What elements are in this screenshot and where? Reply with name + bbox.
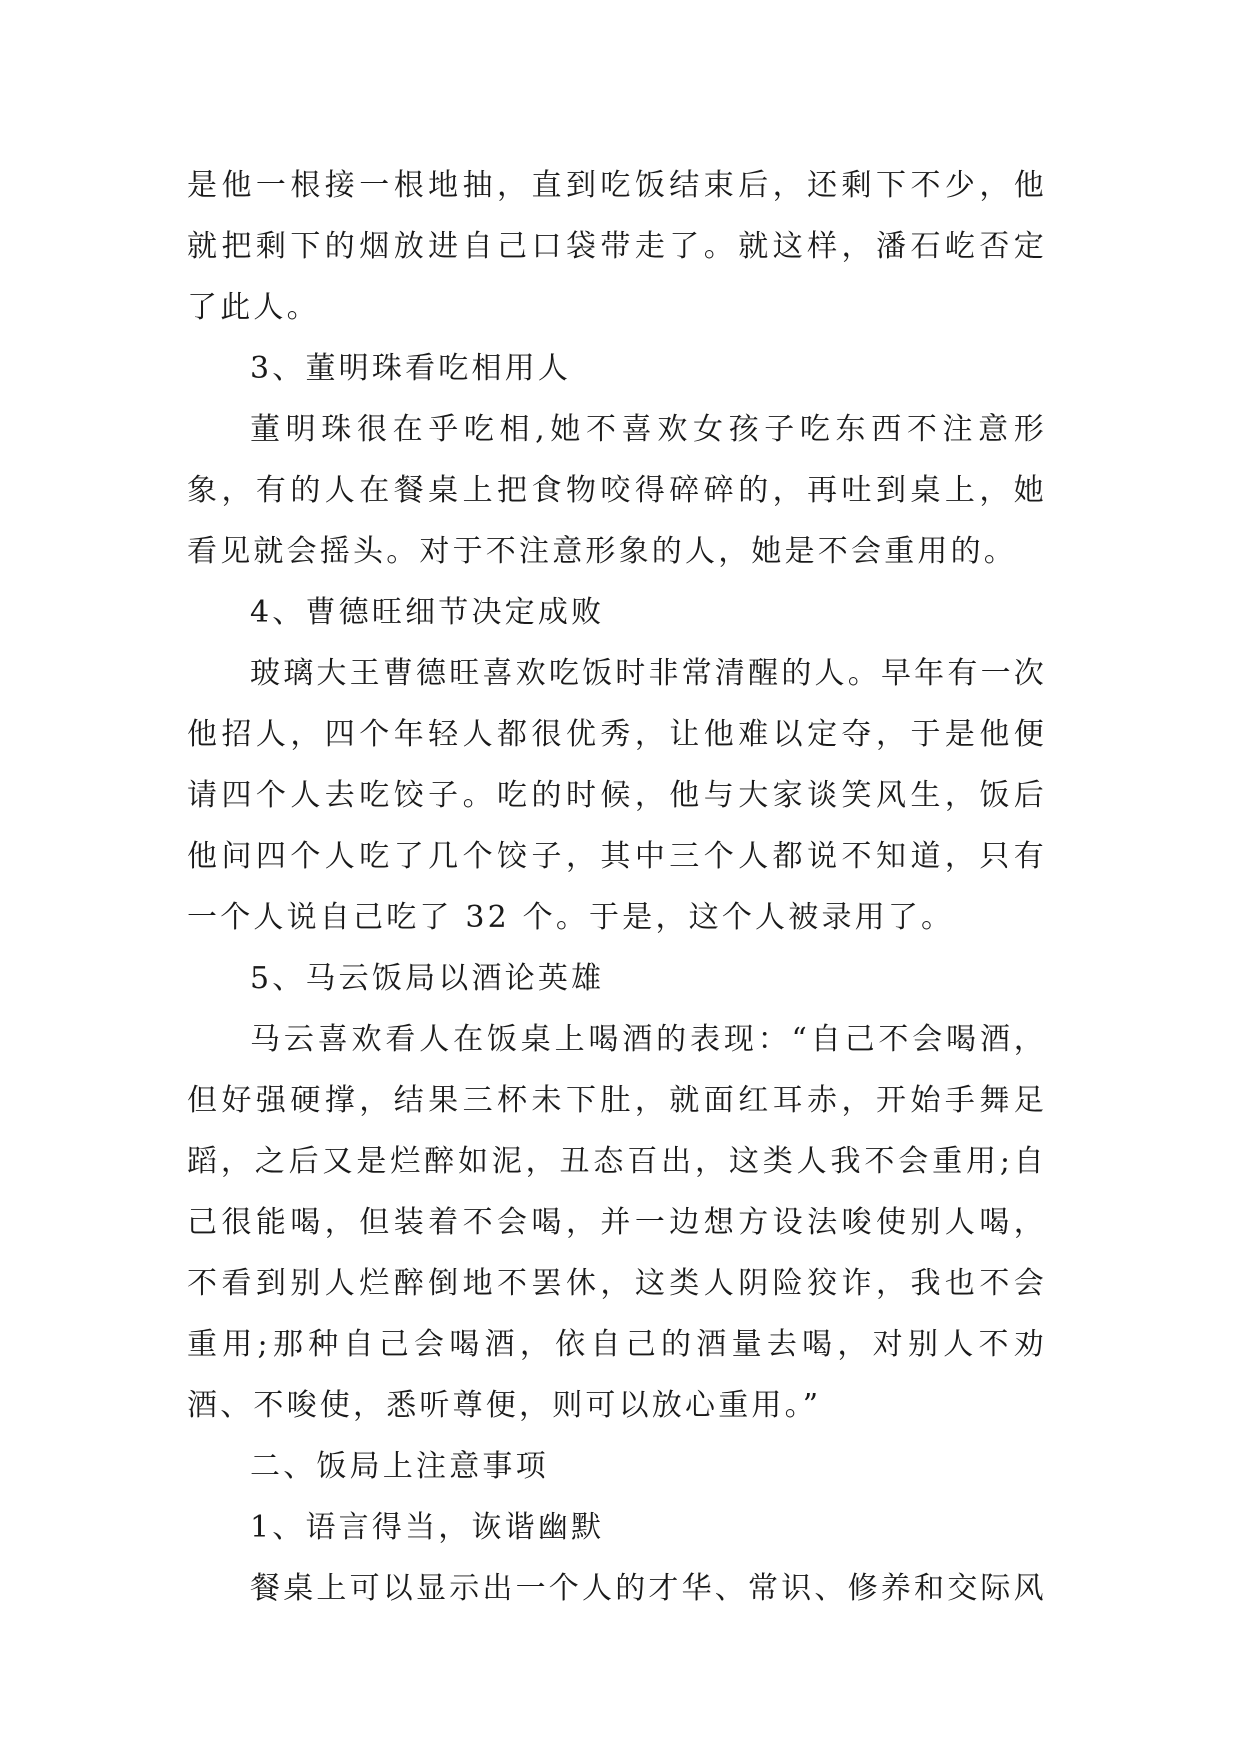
subheading-language: 1、语言得当，诙谐幽默	[250, 1510, 605, 1545]
section-heading-notes: 二、饭局上注意事项	[250, 1449, 549, 1484]
heading-dong-mingzhu: 3、董明珠看吃相用人	[250, 351, 572, 386]
paragraph-dong-mingzhu: 董明珠很在乎吃相,她不喜欢女孩子吃东西不注意形象，有的人在餐桌上把食物咬得碎碎的，再吐到桌上，她看见就会摇头。对于不注意形象的人，她是不会重用的。	[187, 412, 1047, 569]
paragraph-continuation: 是他一根接一根地抽，直到吃饭结束后，还剩下不少，他就把剩下的烟放进自己口袋带走了。就这样，潘石屹否定了此人。	[187, 168, 1047, 325]
paragraph-ma-yun: 马云喜欢看人在饭桌上喝酒的表现：“自己不会喝酒，但好强硬撑，结果三杯未下肚，就面红耳赤，开始手舞足蹈，之后又是烂醉如泥，丑态百出，这类人我不会重用;自己很能喝，但装着不会喝，并一边想方设法唆使别人喝，不看到别人烂醉倒地不罢休，这类人阴险狡诈，我也不会重用;那种自己会喝酒，依自己的酒量去喝，对别人不劝酒、不唆使，悉听尊便，则可以放心重用。”	[187, 1022, 1047, 1423]
heading-ma-yun: 5、马云饭局以酒论英雄	[250, 961, 605, 996]
paragraph-language: 餐桌上可以显示出一个人的才华、常识、修养和交际风	[250, 1571, 1047, 1606]
heading-cao-dewang: 4、曹德旺细节决定成败	[250, 595, 605, 630]
paragraph-cao-dewang: 玻璃大王曹德旺喜欢吃饭时非常清醒的人。早年有一次他招人，四个年轻人都很优秀，让他难以定夺，于是他便请四个人去吃饺子。吃的时候，他与大家谈笑风生，饭后他问四个人吃了几个饺子，其中三个人都说不知道，只有一个人说自己吃了 32 个。于是，这个人被录用了。	[187, 656, 1047, 935]
document-body	[187, 155, 1047, 1619]
